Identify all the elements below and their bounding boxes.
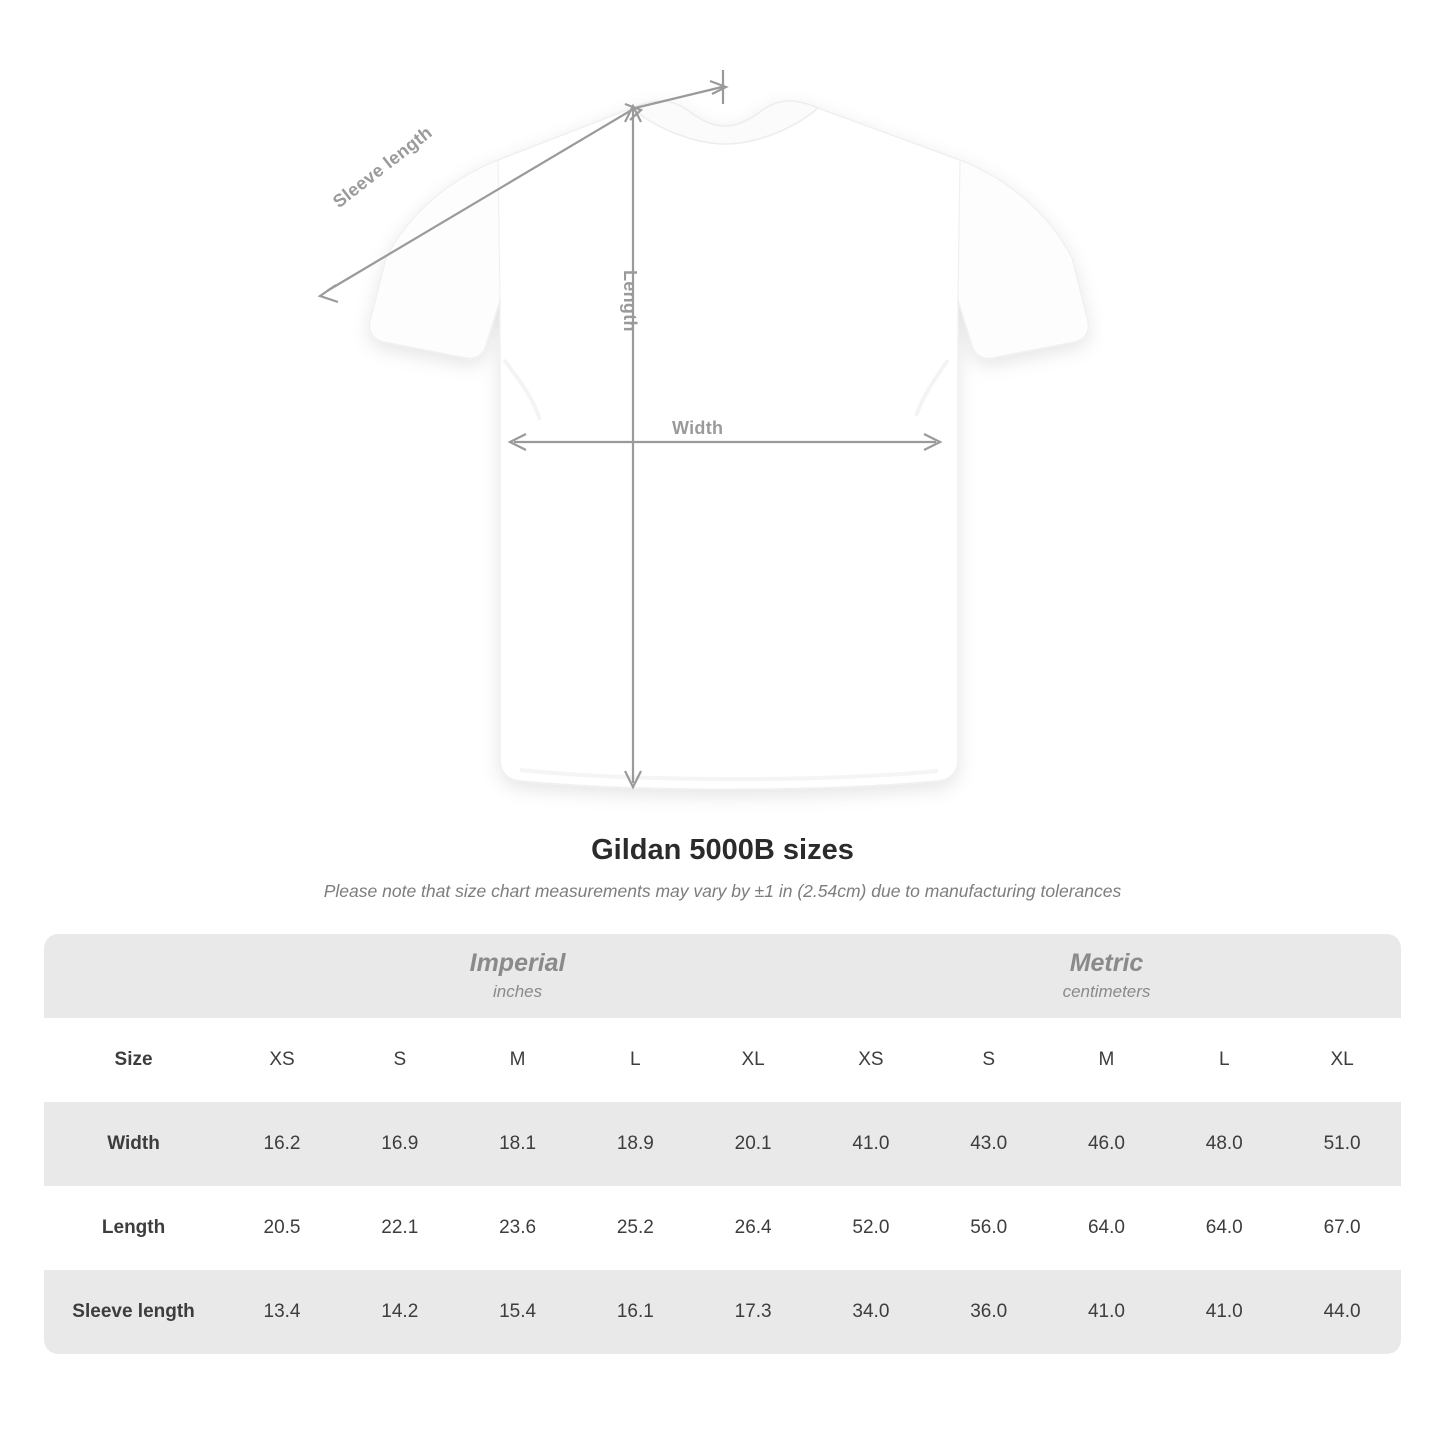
unit-sub-metric: centimeters xyxy=(1062,981,1151,1001)
header-col-9: XL xyxy=(1283,1018,1401,1102)
column-header-row xyxy=(44,1018,1401,1102)
unit-name-metric: Metric xyxy=(1069,948,1144,977)
cell-sleeve-1: 14.2 xyxy=(341,1270,459,1354)
row-label-length: Length xyxy=(44,1186,223,1270)
cell-width-3: 18.9 xyxy=(576,1102,694,1186)
table-row xyxy=(44,1102,1401,1186)
header-col-6: S xyxy=(930,1018,1048,1102)
cell-width-2: 18.1 xyxy=(459,1102,577,1186)
header-col-4: XL xyxy=(694,1018,812,1102)
cell-width-7: 46.0 xyxy=(1048,1102,1166,1186)
cell-sleeve-8: 41.0 xyxy=(1165,1270,1283,1354)
unit-header-row xyxy=(44,934,1401,1018)
cell-sleeve-2: 15.4 xyxy=(459,1270,577,1354)
cell-sleeve-9: 44.0 xyxy=(1283,1270,1401,1354)
unit-name-imperial: Imperial xyxy=(469,948,566,977)
cell-length-1: 22.1 xyxy=(341,1186,459,1270)
cell-sleeve-5: 34.0 xyxy=(812,1270,930,1354)
tolerance-note: Please note that size chart measurements may vary by ±1 in (2.54cm) due to manufacturing tolerances xyxy=(323,881,1122,901)
page-title: Gildan 5000B sizes xyxy=(591,834,854,866)
header-size: Size xyxy=(44,1018,223,1102)
cell-length-2: 23.6 xyxy=(459,1186,577,1270)
cell-width-8: 48.0 xyxy=(1165,1102,1283,1186)
sleeve-length-label: Sleeve length xyxy=(329,122,436,212)
cell-width-4: 20.1 xyxy=(694,1102,812,1186)
width-label: Width xyxy=(672,418,724,438)
header-col-0: XS xyxy=(223,1018,341,1102)
cell-width-5: 41.0 xyxy=(812,1102,930,1186)
cell-width-1: 16.9 xyxy=(341,1102,459,1186)
tshirt-shape xyxy=(370,101,1089,789)
size-table-wrapper xyxy=(44,934,1401,1354)
header-col-1: S xyxy=(341,1018,459,1102)
header-col-7: M xyxy=(1048,1018,1166,1102)
cell-length-7: 64.0 xyxy=(1048,1186,1166,1270)
header-col-5: XS xyxy=(812,1018,930,1102)
cell-length-8: 64.0 xyxy=(1165,1186,1283,1270)
cell-length-9: 67.0 xyxy=(1283,1186,1401,1270)
cell-length-5: 52.0 xyxy=(812,1186,930,1270)
unit-group-imperial xyxy=(223,934,812,1018)
unit-header-spacer xyxy=(44,934,223,1018)
cell-length-4: 26.4 xyxy=(694,1186,812,1270)
length-label: Length xyxy=(620,270,640,332)
title-block xyxy=(0,834,1445,902)
cell-length-3: 25.2 xyxy=(576,1186,694,1270)
cell-sleeve-7: 41.0 xyxy=(1048,1270,1166,1354)
cell-sleeve-6: 36.0 xyxy=(930,1270,1048,1354)
header-col-8: L xyxy=(1165,1018,1283,1102)
table-row xyxy=(44,1186,1401,1270)
cell-width-6: 43.0 xyxy=(930,1102,1048,1186)
cell-sleeve-3: 16.1 xyxy=(576,1270,694,1354)
header-col-3: L xyxy=(576,1018,694,1102)
cell-sleeve-4: 17.3 xyxy=(694,1270,812,1354)
cell-width-0: 16.2 xyxy=(223,1102,341,1186)
cell-length-6: 56.0 xyxy=(930,1186,1048,1270)
table-row xyxy=(44,1270,1401,1354)
header-col-2: M xyxy=(459,1018,577,1102)
row-label-sleeve-length: Sleeve length xyxy=(44,1270,223,1354)
cell-length-0: 20.5 xyxy=(223,1186,341,1270)
unit-group-metric xyxy=(812,934,1401,1018)
unit-sub-imperial: inches xyxy=(492,981,543,1001)
cell-sleeve-0: 13.4 xyxy=(223,1270,341,1354)
row-label-width: Width xyxy=(44,1102,223,1186)
cell-width-9: 51.0 xyxy=(1283,1102,1401,1186)
size-table xyxy=(44,934,1401,1354)
